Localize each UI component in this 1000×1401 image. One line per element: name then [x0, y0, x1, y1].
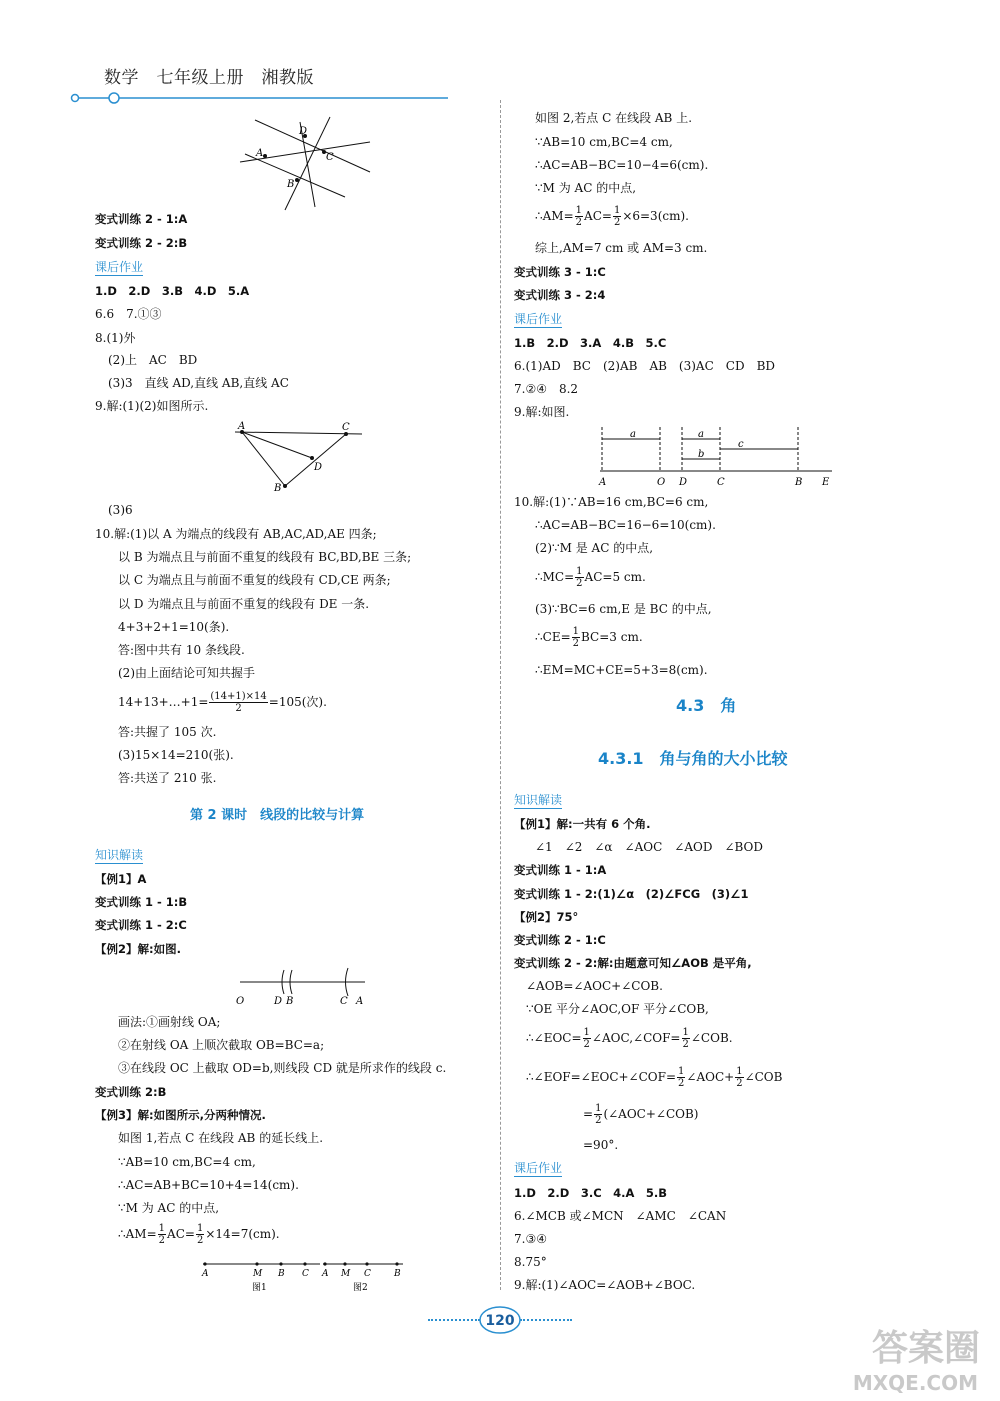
answer-line: 6.6 7.①③ [95, 307, 162, 321]
answer-line: ∴AC=AB+BC=10+4=14(cm). [118, 1178, 299, 1192]
section-heading: 4.3 角 [676, 696, 737, 715]
figure-triangle [230, 420, 370, 495]
fig6-label: a [698, 429, 704, 440]
answer-line: 【例1】A [95, 872, 147, 886]
fig6-label: E [822, 477, 830, 488]
fig4-label: B [278, 1269, 285, 1279]
figure-intersecting-lines [230, 112, 380, 212]
fig6-label: D [679, 477, 688, 488]
answer-line: 变式训练 2 - 2:B [95, 236, 188, 250]
answer-line: 综上,AM=7 cm 或 AM=3 cm. [535, 241, 708, 255]
fig3-label: D [274, 996, 283, 1007]
formula-line: ∴∠EOC= $\frac{1}{2}$ ∠AOC,∠COF= $\frac{1}{2}$ ∠COB. [526, 1027, 733, 1050]
section-tag: 课后作业 [514, 312, 563, 326]
fig5-label: B [394, 1269, 401, 1279]
fig6-label: b [698, 449, 705, 460]
fig2-label: B [274, 483, 282, 494]
answer-line: 【例2】解:如图. [95, 942, 181, 956]
watermark-url: MXQE.COM [852, 1371, 978, 1395]
formula-line: = $\frac{1}{2}$ (∠AOC+∠COB) [583, 1103, 699, 1126]
answer-line: 变式训练 1 - 2:C [95, 918, 187, 932]
answer-line: (2)∵M 是 AC 的中点, [535, 541, 654, 555]
answer-line: (3)∵BC=6 cm,E 是 BC 的中点, [535, 602, 712, 616]
answer-line: 【例2】75° [514, 910, 579, 924]
fig4-label: M [253, 1269, 263, 1279]
answer-line: ∴AC=AB−BC=10−4=6(cm). [535, 158, 709, 172]
answer-line: 答:共握了 105 次. [118, 725, 217, 739]
fig3-label: B [286, 996, 294, 1007]
fig2-label: A [238, 421, 246, 432]
answer-line: 变式训练 1 - 1:B [95, 895, 188, 909]
answer-line: 如图 1,若点 C 在线段 AB 的延长线上. [118, 1131, 324, 1145]
fig5-label: C [364, 1269, 371, 1279]
answer-line: 1.D 2.D 3.C 4.A 5.B [514, 1186, 668, 1200]
answer-line: 1.B 2.D 3.A 4.B 5.C [514, 336, 667, 350]
answer-line: 变式训练 1 - 1:A [514, 863, 607, 877]
answer-line: ∵AB=10 cm,BC=4 cm, [118, 1155, 256, 1169]
watermark-logo: 答案圈 [871, 1328, 980, 1369]
answer-line: 变式训练 3 - 1:C [514, 265, 606, 279]
answer-line: 变式训练 2 - 1:C [514, 933, 606, 947]
column-divider [500, 100, 502, 1290]
answer-line: 8.(1)外 [95, 331, 136, 345]
fig6-label: c [738, 439, 744, 450]
fraction: $\frac{(14+1)\times 14}{2}$ [210, 691, 267, 714]
answer-line: 以 B 为端点且与前面不重复的线段有 BC,BD,BE 三条; [118, 550, 412, 564]
page-number-badge [478, 1305, 522, 1335]
fig4-label: C [302, 1269, 309, 1279]
answer-line: ∴AC=AB−BC=16−6=10(cm). [535, 518, 716, 532]
fig2-label: D [314, 462, 323, 473]
fig1-label: C [326, 152, 334, 163]
fig3-label: C [340, 996, 348, 1007]
fig1-label: B [287, 179, 295, 190]
answer-line: ③在线段 OC 上截取 OD=b,则线段 CD 就是所求作的线段 c. [118, 1061, 447, 1075]
answer-line: 以 C 为端点且与前面不重复的线段有 CD,CE 两条; [118, 573, 391, 587]
answer-line: 6.(1)AD BC (2)AB AB (3)AC CD BD [514, 359, 776, 373]
answer-line: ∵M 为 AC 的中点, [535, 181, 637, 195]
section-tag: 课后作业 [95, 260, 144, 274]
answer-line: 变式训练 3 - 2:4 [514, 288, 606, 302]
answer-line: 10.解:(1)以 A 为端点的线段有 AB,AC,AD,AE 四条; [95, 527, 377, 541]
answer-line: 9.解:(1)∠AOC=∠AOB+∠BOC. [514, 1278, 696, 1292]
answer-line: 变式训练 2 - 2:解:由题意可知∠AOB 是平角, [514, 956, 752, 970]
figure-segment-construction [590, 425, 840, 490]
answer-line: ∵AB=10 cm,BC=4 cm, [535, 135, 673, 149]
formula-line: 14+13+…+1= $\frac{(14+1)\times 14}{2}$ =105(次). [118, 691, 327, 714]
answer-line: 如图 2,若点 C 在线段 AB 上. [535, 111, 693, 125]
fig5-label: A [322, 1269, 329, 1279]
answer-line: 变式训练 2 - 1:A [95, 212, 188, 226]
answer-line: 9.解:(1)(2)如图所示. [95, 399, 209, 413]
fig4-label: A [202, 1269, 209, 1279]
fig6-label: B [795, 477, 803, 488]
answer-line: (2)上 AC BD [108, 353, 198, 367]
formula-line: ∴∠EOF=∠EOC+∠COF= $\frac{1}{2}$ ∠AOC+ $\frac{1}{2}$ ∠COB [526, 1066, 783, 1089]
fig3-label: A [356, 996, 364, 1007]
answer-line: 6.∠MCB 或∠MCN ∠AMC ∠CAN [514, 1209, 727, 1223]
answer-line: 7.③④ [514, 1232, 547, 1246]
answer-line: 答:共送了 210 张. [118, 771, 217, 785]
fig2-label: C [342, 422, 350, 433]
answer-line: ∠AOB=∠AOC+∠COB. [526, 979, 663, 993]
figure-ray-construction [230, 962, 370, 1010]
page-number: 120 [485, 1313, 515, 1329]
answer-line: 【例1】解:一共有 6 个角. [514, 817, 651, 831]
footer-rule-left [428, 1319, 480, 1321]
fig6-label: C [717, 477, 725, 488]
answer-line: ②在射线 OA 上顺次截取 OB=BC=a; [118, 1038, 325, 1052]
answer-line: 答:图中共有 10 条线段. [118, 643, 245, 657]
answer-line: 画法:①画射线 OA; [118, 1015, 221, 1029]
subsection-heading: 4.3.1 角与角的大小比较 [598, 749, 788, 768]
answer-line: 7.②④ 8.2 [514, 382, 579, 396]
fig3-label: O [236, 996, 245, 1007]
answer-line: ∴EM=MC+CE=5+3=8(cm). [535, 663, 708, 677]
formula-line: ∴MC= $\frac{1}{2}$ AC=5 cm. [535, 566, 646, 589]
fig5-caption: 图2 [353, 1283, 368, 1293]
answer-line: 9.解:如图. [514, 405, 570, 419]
formula-line: ∴CE= $\frac{1}{2}$ BC=3 cm. [535, 626, 643, 649]
answer-line: =90°. [583, 1138, 619, 1152]
answer-line: 8.75° [514, 1255, 547, 1269]
answer-line: ∵OE 平分∠AOC,OF 平分∠COB, [526, 1002, 709, 1016]
answer-line: 4+3+2+1=10(条). [118, 620, 230, 634]
fig5-label: M [341, 1269, 351, 1279]
answer-line: (3)3 直线 AD,直线 AB,直线 AC [108, 376, 289, 390]
header-rule [70, 92, 450, 106]
fig6-label: A [599, 477, 607, 488]
section-tag: 知识解读 [514, 793, 563, 807]
fig1-label: D [299, 126, 308, 137]
answer-line: 10.解:(1)∵AB=16 cm,BC=6 cm, [514, 495, 709, 509]
answer-line: (2)由上面结论可知共握手 [118, 666, 255, 680]
header-title: 数学 七年级上册 湘教版 [104, 68, 314, 88]
answer-line: (3)15×14=210(张). [118, 748, 234, 762]
answer-line: 以 D 为端点且与前面不重复的线段有 DE 一条. [118, 597, 370, 611]
section-tag: 知识解读 [95, 848, 144, 862]
formula-line: ∴AM= $\frac{1}{2}$ AC= $\frac{1}{2}$ ×6=3(cm). [535, 205, 689, 228]
fig4-caption: 图1 [252, 1283, 267, 1293]
answer-line: (3)6 [108, 503, 133, 517]
answer-line: 变式训练 2:B [95, 1085, 167, 1099]
answer-line: 【例3】解:如图所示,分两种情况. [95, 1108, 266, 1122]
section-tag: 课后作业 [514, 1161, 563, 1175]
answer-line: ∠1 ∠2 ∠α ∠AOC ∠AOD ∠BOD [535, 840, 764, 854]
formula-line: ∴AM= $\frac{1}{2}$ AC= $\frac{1}{2}$ ×14=7(cm). [118, 1223, 280, 1246]
answer-line: ∵M 为 AC 的中点, [118, 1201, 220, 1215]
fig6-label: a [630, 429, 636, 440]
fig6-label: O [657, 477, 666, 488]
fig1-label: A [256, 148, 264, 159]
answer-line: 变式训练 1 - 2:(1)∠α (2)∠FCG (3)∠1 [514, 887, 749, 901]
answer-line: 1.D 2.D 3.B 4.D 5.A [95, 284, 250, 298]
footer-rule-right [520, 1319, 572, 1321]
lesson-title: 第 2 课时 线段的比较与计算 [190, 808, 365, 823]
figure-segment-diagrams [195, 1256, 415, 1296]
